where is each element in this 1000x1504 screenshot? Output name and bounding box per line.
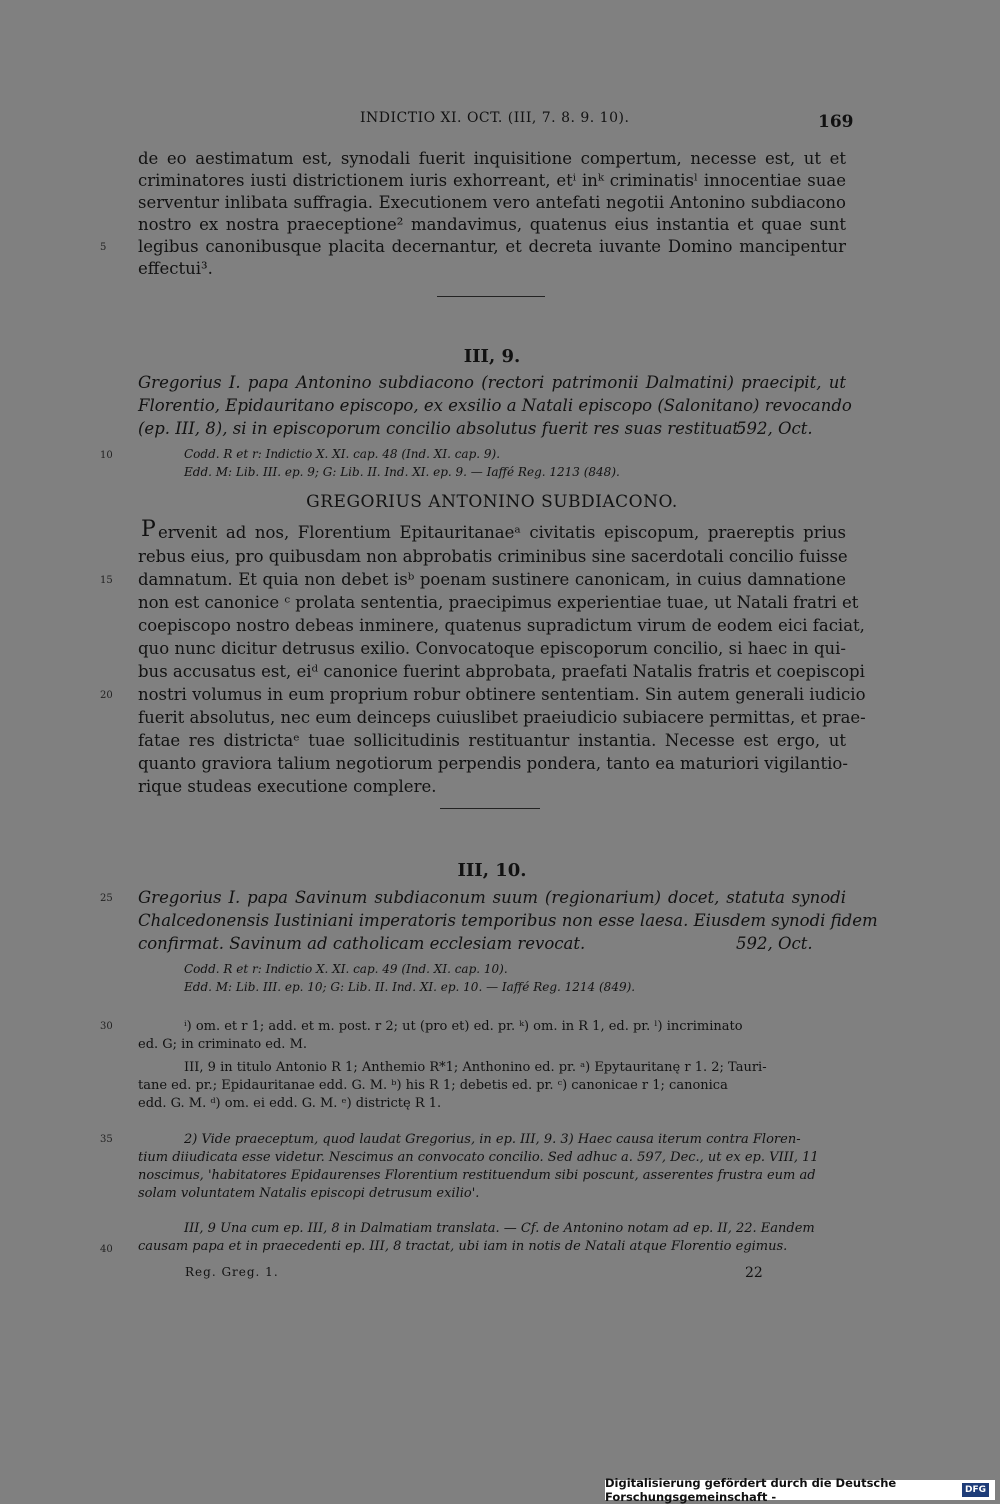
letter-address: GREGORIUS ANTONINO SUBDIACONO.: [306, 492, 678, 512]
signature-number: 22: [745, 1265, 763, 1281]
apparatus-line: tane ed. pr.; Epidauritanae edd. G. M. ᵇ) his R 1; debetis ed. pr. ᶜ) canonicae r 1; canonica: [138, 1078, 728, 1093]
apparatus-line: ⁱ) om. et r 1; add. et m. post. r 2; ut (pro et) ed. pr. ᵏ) om. in R 1, ed. pr. ˡ) incriminato: [184, 1019, 743, 1034]
text-line: criminatores iusti districtionem iuris exhorreant, etⁱ inᵏ criminatisˡ innocentiae suae: [138, 171, 846, 190]
apparatus-line: ed. G; in criminato ed. M.: [138, 1037, 308, 1052]
text-line: nostro ex nostra praeceptione² mandavimus, quatenus eius instantia et quae sunt: [138, 215, 846, 234]
letter-number: III, 9.: [463, 346, 521, 367]
note-line: III, 9 Una cum ep. III, 8 in Dalmatiam translata. — Cf. de Antonino notam ad ep. II, 22. Eandem: [184, 1221, 815, 1236]
section-separator: [437, 296, 545, 297]
summary-line: Chalcedonensis Iustiniani imperatoris temporibus non esse laesa. Eiusdem synodi fidem: [138, 911, 878, 930]
apparatus-line: III, 9 in titulo Antonio R 1; Anthemio R*1; Anthonino ed. pr. ᵃ) Epytauritanę r 1. 2; Tauri-: [184, 1060, 767, 1075]
note-line: solam voluntatem Natalis episcopi detrusum exilio'.: [138, 1186, 480, 1201]
page-number: 169: [818, 112, 854, 132]
editions-line: Edd. M: Lib. III. ep. 9; G: Lib. II. Ind. XI. ep. 9. — Iaffé Reg. 1213 (848).: [184, 465, 620, 479]
margin-line-number: 15: [100, 575, 113, 586]
text-line: fatae res districtaᵉ tuae sollicitudinis restituantur instantia. Necesse est ergo, ut: [138, 731, 846, 750]
text-line: non est canonice ᶜ prolata sententia, praecipimus experientiae tuae, ut Natali fratri et: [138, 593, 859, 612]
text-line: bus accusatus est, eiᵈ canonice fuerint abprobata, praefati Natalis fratris et coepiscopi: [138, 662, 865, 681]
apparatus-line: edd. G. M. ᵈ) om. ei edd. G. M. ᵉ) districtę R 1.: [138, 1096, 442, 1111]
codices-line: Codd. R et r: Indictio X. XI. cap. 48 (Ind. XI. cap. 9).: [184, 447, 501, 461]
text-line: nostri volumus in eum proprium robur obtinere sententiam. Sin autem generali iudicio: [138, 685, 866, 704]
text-line: legibus canonibusque placita decernantur, et decreta iuvante Domino mancipentur: [138, 237, 846, 256]
text-line: quo nunc dicitur detrusus exilio. Convocatoque episcoporum concilio, si haec in qui-: [138, 639, 846, 658]
running-head: INDICTIO XI. OCT. (III, 7. 8. 9. 10).: [360, 110, 630, 126]
summary-line: (ep. III, 8), si in episcoporum concilio absolutus fuerit res suas restituat.: [138, 419, 745, 438]
text-line: serventur inlibata suffragia. Executionem vero antefati negotii Antonino subdiacono: [138, 193, 846, 212]
funding-banner: [605, 1476, 995, 1504]
summary-line: Florentio, Epidauritano episcopo, ex exsilio a Natali episcopo (Salonitano) revocando: [138, 396, 852, 415]
text-line: ervenit ad nos, Florentium Epitauritanaeᵃ civitatis episcopum, praereptis prius: [158, 523, 846, 542]
note-line: causam papa et in praecedenti ep. III, 8 tractat, ubi iam in notis de Natali atque Florentio egimus.: [138, 1239, 788, 1254]
initial-letter: P: [141, 517, 156, 542]
text-line: effectui³.: [138, 259, 213, 278]
margin-line-number: 40: [100, 1244, 113, 1255]
summary-line: confirmat. Savinum ad catholicam ecclesiam revocat.: [138, 934, 586, 953]
codices-line: Codd. R et r: Indictio X. XI. cap. 49 (Ind. XI. cap. 10).: [184, 962, 508, 976]
margin-line-number: 30: [100, 1021, 113, 1032]
dfg-logo: DFG: [962, 1483, 989, 1497]
margin-line-number: 25: [100, 893, 113, 904]
text-line: de eo aestimatum est, synodali fuerit inquisitione compertum, necesse est, ut et: [138, 149, 846, 168]
margin-line-number: 10: [100, 450, 113, 461]
editions-line: Edd. M: Lib. III. ep. 10; G: Lib. II. Ind. XI. ep. 10. — Iaffé Reg. 1214 (849).: [184, 980, 636, 994]
summary-line: Gregorius I. papa Savinum subdiaconum suum (regionarium) docet, statuta synodi: [138, 888, 846, 907]
signature-mark: Reg. Greg. 1.: [185, 1265, 279, 1279]
text-line: coepiscopo nostro debeas inminere, quatenus supradictum virum de eodem eici faciat,: [138, 616, 865, 635]
note-line: noscimus, 'habitatores Epidaurenses Florentium restituendum sibi poscunt, asserentes frustra eum ad: [138, 1168, 816, 1183]
margin-line-number: 35: [100, 1134, 113, 1145]
note-line: 2) Vide praeceptum, quod laudat Gregorius, in ep. III, 9. 3) Haec causa iterum contra Floren-: [184, 1132, 801, 1147]
summary-line: Gregorius I. papa Antonino subdiacono (rectori patrimonii Dalmatini) praecipit, ut: [138, 373, 846, 392]
margin-line-number: 20: [100, 690, 113, 701]
section-separator: [440, 808, 540, 809]
text-line: rebus eius, pro quibusdam non abprobatis criminibus sine sacerdotali concilio fuisse: [138, 547, 848, 566]
letter-number: III, 10.: [457, 860, 527, 881]
text-line: quanto graviora talium negotiorum perpendis pondera, tanto ea maturiori vigilantio-: [138, 754, 848, 773]
margin-line-number: 5: [100, 242, 107, 253]
text-line: rique studeas executione complere.: [138, 777, 437, 796]
text-line: damnatum. Et quia non debet isᵇ poenam sustinere canonicam, in cuius damnatione: [138, 570, 846, 589]
note-line: tium diiudicata esse videtur. Nescimus an convocato concilio. Sed adhuc a. 597, Dec., ut ex ep. VIII, 11: [138, 1150, 819, 1165]
summary-date: 592, Oct.: [736, 419, 813, 438]
summary-date: 592, Oct.: [736, 934, 813, 953]
text-line: fuerit absolutus, nec eum deinceps cuiuslibet praeiudicio subiacere permittas, et prae-: [138, 708, 866, 727]
funding-text: Digitalisierung gefördert durch die Deutsche Forschungsgemeinschaft -: [605, 1476, 897, 1504]
